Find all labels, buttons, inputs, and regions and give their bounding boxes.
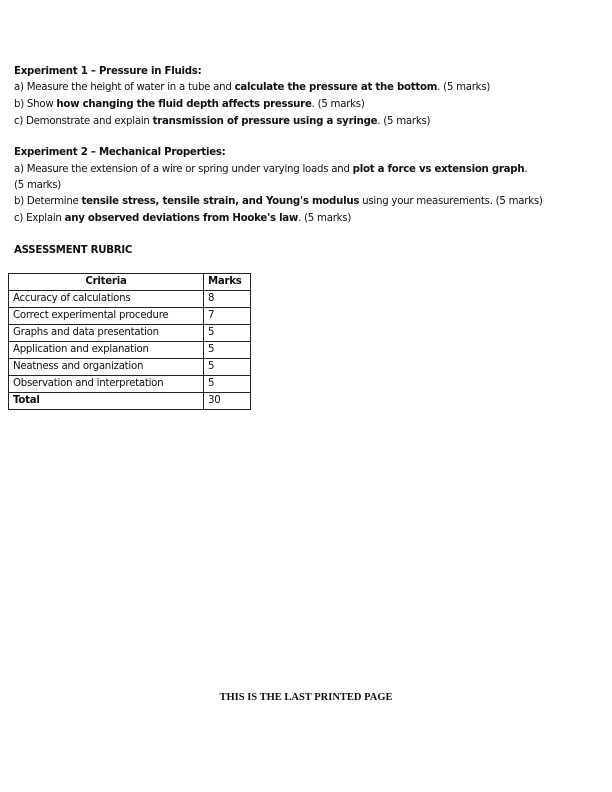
experiment-2-item-c: c) Explain any observed deviations from Hooke's law. (5 marks): [14, 213, 352, 224]
criteria-cell: Observation and interpretation: [9, 376, 204, 393]
total-row: [9, 393, 251, 410]
last-page-notice: THIS IS THE LAST PRINTED PAGE: [219, 692, 393, 703]
table-row: [9, 376, 251, 393]
table-row: [9, 359, 251, 376]
rubric-table: [8, 273, 251, 410]
rubric-title: ASSESSMENT RUBRIC: [14, 245, 133, 256]
criteria-cell: Application and explanation: [9, 342, 204, 359]
experiment-2-item-a-cont: (5 marks): [14, 180, 61, 191]
table-row: [9, 291, 251, 308]
marks-cell: 5: [204, 359, 251, 376]
marks-cell: 5: [204, 376, 251, 393]
total-value: 30: [204, 393, 251, 410]
experiment-2-title: Experiment 2 – Mechanical Properties:: [14, 147, 226, 158]
table-row: [9, 308, 251, 325]
criteria-cell: Correct experimental procedure: [9, 308, 204, 325]
table-row: [9, 325, 251, 342]
experiment-1-item-a: a) Measure the height of water in a tube and calculate the pressure at the bottom. (5 marks): [14, 82, 491, 93]
experiment-1-title: Experiment 1 – Pressure in Fluids:: [14, 66, 202, 77]
criteria-cell: Accuracy of calculations: [9, 291, 204, 308]
table-row: [9, 342, 251, 359]
experiment-1-item-b: b) Show how changing the fluid depth affects pressure. (5 marks): [14, 99, 365, 110]
experiment-2-item-b: b) Determine tensile stress, tensile strain, and Young's modulus using your measurements. (5 marks): [14, 196, 543, 207]
total-label: Total: [9, 393, 204, 410]
criteria-cell: Graphs and data presentation: [9, 325, 204, 342]
marks-cell: 5: [204, 342, 251, 359]
marks-cell: 5: [204, 325, 251, 342]
header-marks: Marks: [204, 274, 251, 291]
experiment-1-item-c: c) Demonstrate and explain transmission of pressure using a syringe. (5 marks): [14, 116, 431, 127]
criteria-cell: Neatness and organization: [9, 359, 204, 376]
table-header-row: [9, 274, 251, 291]
marks-cell: 7: [204, 308, 251, 325]
experiment-2-item-a: a) Measure the extension of a wire or spring under varying loads and plot a force vs extension graph.: [14, 164, 528, 175]
marks-cell: 8: [204, 291, 251, 308]
header-criteria: Criteria: [9, 274, 204, 291]
